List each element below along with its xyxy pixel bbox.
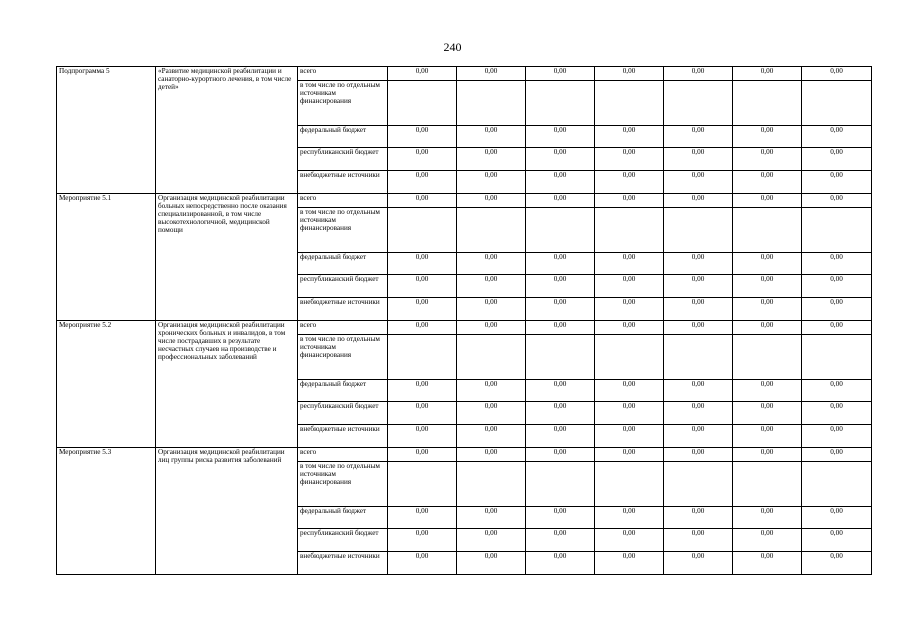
amount-cell: 0,00 xyxy=(595,448,664,462)
amount-cell: 0,00 xyxy=(802,298,872,321)
amount-cell: 0,00 xyxy=(802,402,872,425)
program-code: Мероприятие 5.2 xyxy=(57,321,156,448)
amount-cell: 0,00 xyxy=(802,67,872,81)
amount-cell xyxy=(802,208,872,253)
amount-cell: 0,00 xyxy=(595,552,664,575)
amount-cell: 0,00 xyxy=(457,529,526,552)
program-code: Подпрограмма 5 xyxy=(57,67,156,194)
amount-cell: 0,00 xyxy=(388,253,457,275)
amount-cell: 0,00 xyxy=(388,402,457,425)
amount-cell: 0,00 xyxy=(733,448,802,462)
amount-cell: 0,00 xyxy=(802,507,872,529)
program-title: Организация медицинской реабилитации больных непосредственно после оказания специализированной, в том числе высокотехнологичной, медицинской помощи xyxy=(156,194,298,321)
amount-cell: 0,00 xyxy=(733,253,802,275)
amount-cell: 0,00 xyxy=(388,67,457,81)
amount-cell: 0,00 xyxy=(457,321,526,335)
amount-cell: 0,00 xyxy=(733,275,802,298)
amount-cell: 0,00 xyxy=(388,126,457,148)
budget-table xyxy=(56,66,872,575)
amount-cell: 0,00 xyxy=(802,552,872,575)
amount-cell: 0,00 xyxy=(733,194,802,208)
funding-source-federal: федеральный бюджет xyxy=(298,253,388,275)
amount-cell: 0,00 xyxy=(802,171,872,194)
amount-cell xyxy=(802,462,872,507)
amount-cell: 0,00 xyxy=(733,425,802,448)
amount-cell: 0,00 xyxy=(733,402,802,425)
amount-cell: 0,00 xyxy=(388,507,457,529)
amount-cell: 0,00 xyxy=(388,448,457,462)
amount-cell: 0,00 xyxy=(526,253,595,275)
amount-cell: 0,00 xyxy=(733,321,802,335)
budget-table-body xyxy=(57,67,872,575)
amount-cell xyxy=(664,81,733,126)
amount-cell: 0,00 xyxy=(664,126,733,148)
funding-source-including: в том числе по отдельным источникам финансирования xyxy=(298,462,388,507)
amount-cell: 0,00 xyxy=(595,67,664,81)
amount-cell: 0,00 xyxy=(526,321,595,335)
amount-cell: 0,00 xyxy=(664,253,733,275)
amount-cell: 0,00 xyxy=(595,253,664,275)
amount-cell: 0,00 xyxy=(664,275,733,298)
amount-cell xyxy=(388,81,457,126)
amount-cell: 0,00 xyxy=(388,298,457,321)
amount-cell: 0,00 xyxy=(664,507,733,529)
amount-cell: 0,00 xyxy=(802,321,872,335)
amount-cell xyxy=(664,208,733,253)
page-number: 240 xyxy=(443,40,462,54)
amount-cell: 0,00 xyxy=(595,529,664,552)
amount-cell xyxy=(526,462,595,507)
amount-cell: 0,00 xyxy=(802,126,872,148)
amount-cell: 0,00 xyxy=(802,529,872,552)
amount-cell: 0,00 xyxy=(733,148,802,171)
amount-cell: 0,00 xyxy=(664,67,733,81)
amount-cell xyxy=(664,462,733,507)
program-code: Мероприятие 5.3 xyxy=(57,448,156,575)
amount-cell xyxy=(802,81,872,126)
table-row xyxy=(57,321,872,335)
amount-cell: 0,00 xyxy=(595,321,664,335)
amount-cell: 0,00 xyxy=(664,148,733,171)
funding-source-including: в том числе по отдельным источникам финансирования xyxy=(298,335,388,380)
funding-source-total: всего xyxy=(298,448,388,462)
amount-cell: 0,00 xyxy=(595,425,664,448)
funding-source-including: в том числе по отдельным источникам финансирования xyxy=(298,208,388,253)
amount-cell xyxy=(802,335,872,380)
amount-cell: 0,00 xyxy=(595,507,664,529)
amount-cell: 0,00 xyxy=(664,321,733,335)
amount-cell: 0,00 xyxy=(733,507,802,529)
funding-source-total: всего xyxy=(298,67,388,81)
funding-source-including: в том числе по отдельным источникам финансирования xyxy=(298,81,388,126)
amount-cell: 0,00 xyxy=(526,380,595,402)
amount-cell: 0,00 xyxy=(526,448,595,462)
amount-cell: 0,00 xyxy=(664,298,733,321)
amount-cell xyxy=(595,462,664,507)
amount-cell: 0,00 xyxy=(595,380,664,402)
amount-cell: 0,00 xyxy=(664,425,733,448)
amount-cell: 0,00 xyxy=(388,321,457,335)
amount-cell: 0,00 xyxy=(664,402,733,425)
amount-cell: 0,00 xyxy=(595,148,664,171)
program-title: «Развитие медицинской реабилитации и санаторно-курортного лечения, в том числе детей» xyxy=(156,67,298,194)
amount-cell xyxy=(595,208,664,253)
funding-source-federal: федеральный бюджет xyxy=(298,507,388,529)
amount-cell: 0,00 xyxy=(526,126,595,148)
amount-cell xyxy=(595,335,664,380)
amount-cell: 0,00 xyxy=(457,67,526,81)
funding-source-total: всего xyxy=(298,321,388,335)
amount-cell: 0,00 xyxy=(457,126,526,148)
amount-cell: 0,00 xyxy=(595,171,664,194)
amount-cell xyxy=(388,335,457,380)
amount-cell: 0,00 xyxy=(526,425,595,448)
amount-cell: 0,00 xyxy=(733,298,802,321)
amount-cell: 0,00 xyxy=(388,194,457,208)
amount-cell: 0,00 xyxy=(457,275,526,298)
amount-cell: 0,00 xyxy=(802,148,872,171)
amount-cell: 0,00 xyxy=(526,194,595,208)
amount-cell: 0,00 xyxy=(526,171,595,194)
amount-cell: 0,00 xyxy=(664,194,733,208)
amount-cell xyxy=(388,462,457,507)
table-row xyxy=(57,194,872,208)
amount-cell: 0,00 xyxy=(457,507,526,529)
amount-cell: 0,00 xyxy=(526,275,595,298)
amount-cell xyxy=(457,335,526,380)
amount-cell xyxy=(733,81,802,126)
amount-cell xyxy=(733,208,802,253)
amount-cell: 0,00 xyxy=(733,380,802,402)
amount-cell: 0,00 xyxy=(457,253,526,275)
amount-cell: 0,00 xyxy=(664,171,733,194)
amount-cell xyxy=(388,208,457,253)
amount-cell: 0,00 xyxy=(802,448,872,462)
amount-cell: 0,00 xyxy=(457,448,526,462)
amount-cell xyxy=(733,335,802,380)
program-title: Организация медицинской реабилитации хронических больных и инвалидов, в том числе пострадавших в результате несчастных случаев на производстве и профессиональных заболеваний xyxy=(156,321,298,448)
amount-cell: 0,00 xyxy=(733,171,802,194)
funding-source-republican: республиканский бюджет xyxy=(298,275,388,298)
amount-cell: 0,00 xyxy=(802,253,872,275)
amount-cell: 0,00 xyxy=(733,529,802,552)
amount-cell: 0,00 xyxy=(457,380,526,402)
funding-source-extrabudget: внебюджетные источники xyxy=(298,425,388,448)
amount-cell: 0,00 xyxy=(388,425,457,448)
funding-source-extrabudget: внебюджетные источники xyxy=(298,552,388,575)
amount-cell: 0,00 xyxy=(388,171,457,194)
amount-cell: 0,00 xyxy=(526,552,595,575)
amount-cell: 0,00 xyxy=(526,507,595,529)
amount-cell: 0,00 xyxy=(388,552,457,575)
amount-cell: 0,00 xyxy=(733,552,802,575)
funding-source-republican: республиканский бюджет xyxy=(298,402,388,425)
amount-cell: 0,00 xyxy=(526,67,595,81)
amount-cell: 0,00 xyxy=(595,402,664,425)
amount-cell xyxy=(457,208,526,253)
funding-source-extrabudget: внебюджетные источники xyxy=(298,298,388,321)
amount-cell: 0,00 xyxy=(526,402,595,425)
amount-cell xyxy=(457,462,526,507)
amount-cell xyxy=(595,81,664,126)
amount-cell: 0,00 xyxy=(457,148,526,171)
amount-cell: 0,00 xyxy=(664,380,733,402)
amount-cell: 0,00 xyxy=(802,425,872,448)
amount-cell: 0,00 xyxy=(457,171,526,194)
funding-source-republican: республиканский бюджет xyxy=(298,529,388,552)
program-title: Организация медицинской реабилитации лиц группы риска развития заболеваний xyxy=(156,448,298,575)
amount-cell xyxy=(733,462,802,507)
amount-cell: 0,00 xyxy=(595,126,664,148)
amount-cell: 0,00 xyxy=(526,298,595,321)
amount-cell: 0,00 xyxy=(388,148,457,171)
amount-cell xyxy=(664,335,733,380)
amount-cell: 0,00 xyxy=(733,67,802,81)
amount-cell xyxy=(526,208,595,253)
funding-source-total: всего xyxy=(298,194,388,208)
amount-cell: 0,00 xyxy=(457,194,526,208)
amount-cell xyxy=(526,335,595,380)
amount-cell: 0,00 xyxy=(802,275,872,298)
amount-cell: 0,00 xyxy=(457,552,526,575)
amount-cell xyxy=(526,81,595,126)
amount-cell: 0,00 xyxy=(457,298,526,321)
amount-cell: 0,00 xyxy=(802,194,872,208)
program-code: Мероприятие 5.1 xyxy=(57,194,156,321)
amount-cell: 0,00 xyxy=(664,529,733,552)
amount-cell: 0,00 xyxy=(595,275,664,298)
amount-cell: 0,00 xyxy=(664,552,733,575)
funding-source-republican: республиканский бюджет xyxy=(298,148,388,171)
amount-cell xyxy=(457,81,526,126)
amount-cell: 0,00 xyxy=(457,402,526,425)
funding-source-federal: федеральный бюджет xyxy=(298,126,388,148)
amount-cell: 0,00 xyxy=(595,298,664,321)
amount-cell: 0,00 xyxy=(526,148,595,171)
amount-cell: 0,00 xyxy=(457,425,526,448)
funding-source-federal: федеральный бюджет xyxy=(298,380,388,402)
amount-cell: 0,00 xyxy=(388,380,457,402)
amount-cell: 0,00 xyxy=(802,380,872,402)
amount-cell: 0,00 xyxy=(664,448,733,462)
amount-cell: 0,00 xyxy=(388,275,457,298)
table-row xyxy=(57,448,872,462)
amount-cell: 0,00 xyxy=(388,529,457,552)
amount-cell: 0,00 xyxy=(526,529,595,552)
amount-cell: 0,00 xyxy=(733,126,802,148)
amount-cell: 0,00 xyxy=(595,194,664,208)
table-row xyxy=(57,67,872,81)
funding-source-extrabudget: внебюджетные источники xyxy=(298,171,388,194)
